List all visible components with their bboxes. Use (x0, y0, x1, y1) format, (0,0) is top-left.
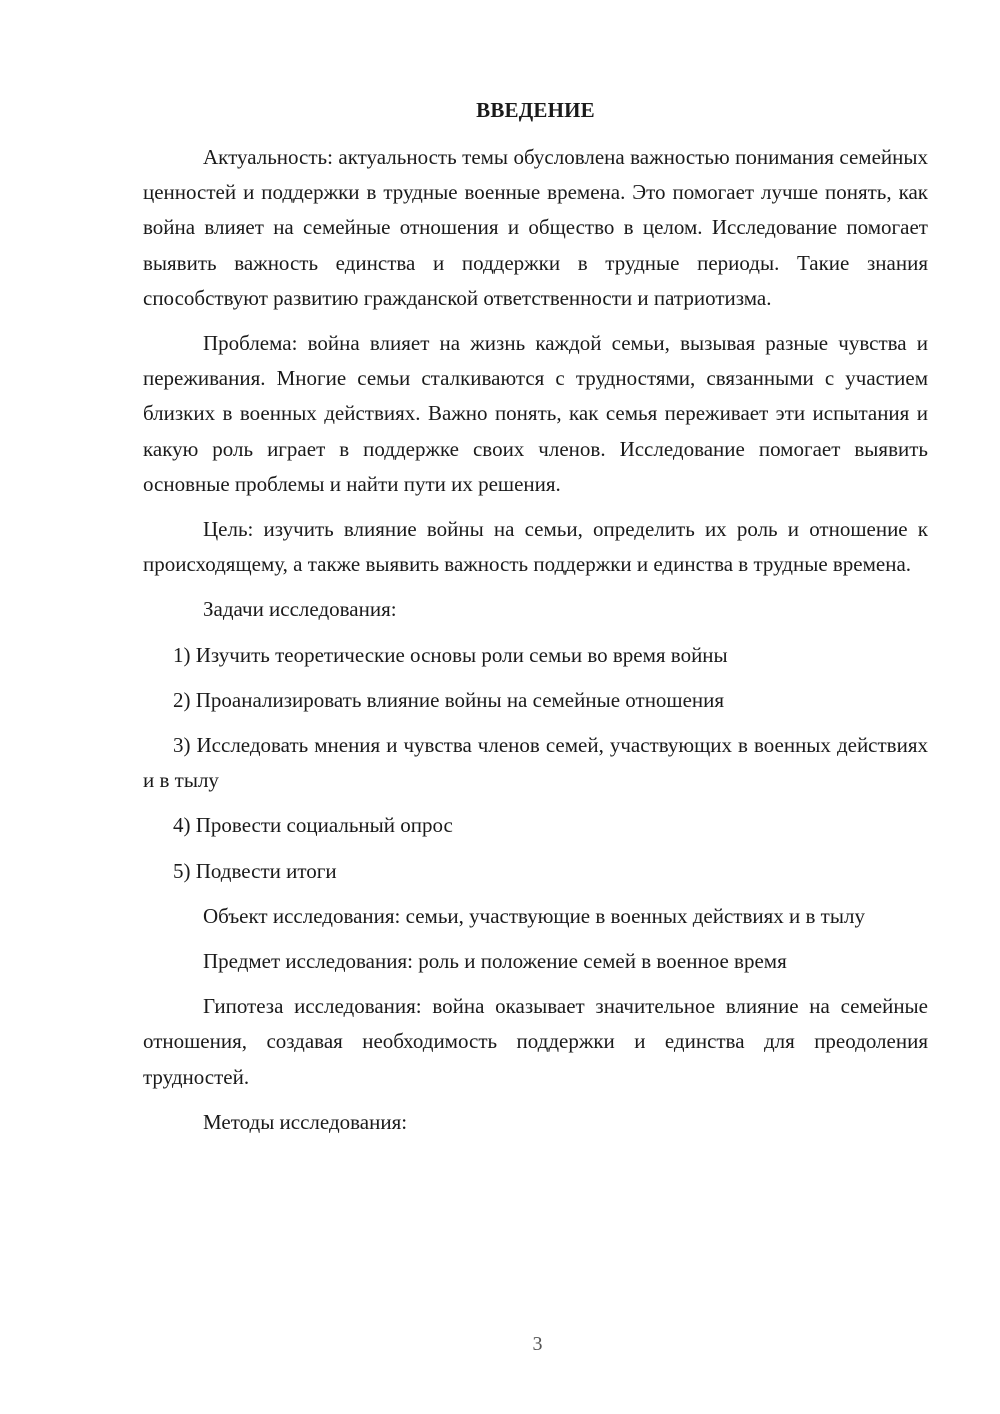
task-item: 5) Подвести итоги (173, 858, 337, 883)
paragraph-object: Объект исследования: семьи, участвующие в военных действиях и в тылу (203, 903, 865, 928)
paragraph-relevance: Актуальность: актуальность темы обусловлена важностью понимания семейных ценностей и поддержки в трудные военные времена. Это помогает лучше понять, как война влияет на семейные отношения и общество в целом. Исследование помогает выявить важность единства и поддержки в трудные периоды. Такие знания способствуют развитию гражданской ответственности и патриотизма. (143, 145, 928, 310)
page-number: 3 (532, 1333, 543, 1355)
paragraph-problem: Проблема: война влияет на жизнь каждой семьи, вызывая разные чувства и переживания. Многие семьи сталкиваются с трудностями, связанными с участием близких в военных действиях. Важно понять, как семья переживает эти испытания и какую роль играет в поддержке своих членов. Исследование помогает выявить основные проблемы и найти пути их решения. (143, 331, 928, 496)
paragraph-tasks-heading: Задачи исследования: (203, 597, 397, 622)
task-item: 3) Исследовать мнения и чувства членов семей, участвующих в военных действиях и в тылу (143, 733, 928, 793)
paragraph-methods: Методы исследования: (203, 1109, 408, 1134)
task-item: 1) Изучить теоретические основы роли семьи во время войны (173, 642, 728, 667)
task-item: 4) Провести социальный опрос (173, 813, 453, 838)
paragraph-hypothesis: Гипотеза исследования: война оказывает значительное влияние на семейные отношения, создавая необходимость поддержки и единства для преодоления трудностей. (143, 994, 928, 1089)
paragraph-goal: Цель: изучить влияние войны на семьи, определить их роль и отношение к происходящему, а также выявить важность поддержки и единства в трудные времена. (143, 517, 928, 577)
task-item: 2) Проанализировать влияние войны на семейные отношения (173, 687, 725, 712)
page-title: ВВЕДЕНИЕ (476, 98, 595, 122)
paragraph-subject: Предмет исследования: роль и положение семей в военное время (203, 949, 787, 974)
document-page (143, 92, 928, 1150)
